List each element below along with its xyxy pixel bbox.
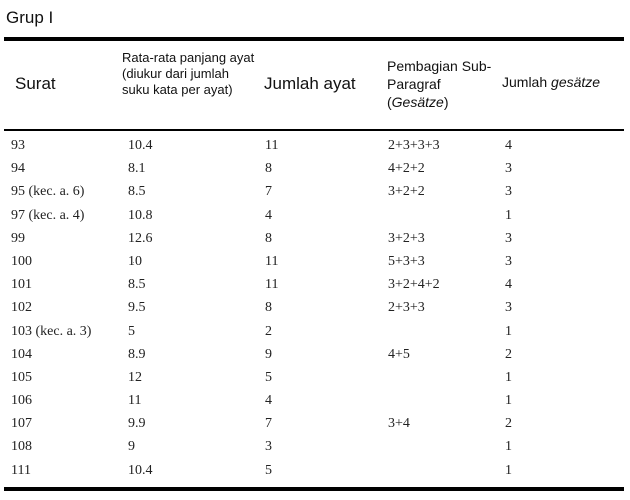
header-jumlah-gesatze-prefix: Jumlah <box>502 74 548 90</box>
cell-rata: 12 <box>128 369 142 385</box>
cell-ayat: 8 <box>265 161 272 177</box>
cell-rata: 9 <box>128 439 135 455</box>
cell-surat: 103 (kec. a. 3) <box>11 323 92 339</box>
cell-pembagian: 4+2+2 <box>388 161 425 177</box>
cell-gesatze: 3 <box>505 184 512 200</box>
header-rule <box>4 129 624 131</box>
cell-surat: 95 (kec. a. 6) <box>11 184 85 200</box>
cell-surat: 97 (kec. a. 4) <box>11 207 85 223</box>
table-row <box>0 463 630 486</box>
cell-gesatze: 1 <box>505 323 512 339</box>
cell-pembagian: 2+3+3 <box>388 300 425 316</box>
header-jumlah-ayat: Jumlah ayat <box>264 74 356 93</box>
table-row <box>0 208 630 231</box>
cell-gesatze: 3 <box>505 253 512 269</box>
header-jumlah-gesatze <box>502 74 600 90</box>
table-row <box>0 370 630 393</box>
cell-rata: 8.1 <box>128 161 146 177</box>
table-body <box>0 138 630 486</box>
cell-gesatze: 1 <box>505 369 512 385</box>
cell-rata: 10.4 <box>128 138 153 153</box>
cell-rata: 11 <box>128 393 142 409</box>
cell-surat: 93 <box>11 138 25 153</box>
cell-pembagian: 5+3+3 <box>388 253 425 269</box>
cell-gesatze: 3 <box>505 161 512 177</box>
cell-rata: 12.6 <box>128 230 153 246</box>
cell-surat: 106 <box>11 393 32 409</box>
cell-pembagian: 4+5 <box>388 346 410 362</box>
cell-surat: 100 <box>11 253 32 269</box>
cell-ayat: 11 <box>265 138 279 153</box>
cell-ayat: 8 <box>265 300 272 316</box>
cell-gesatze: 4 <box>505 138 512 153</box>
cell-gesatze: 1 <box>505 439 512 455</box>
cell-pembagian: 3+2+4+2 <box>388 277 440 293</box>
cell-rata: 9.9 <box>128 416 146 432</box>
cell-gesatze: 4 <box>505 277 512 293</box>
cell-gesatze: 1 <box>505 462 512 478</box>
table-row <box>0 347 630 370</box>
cell-ayat: 2 <box>265 323 272 339</box>
cell-gesatze: 1 <box>505 393 512 409</box>
cell-rata: 8.5 <box>128 184 146 200</box>
cell-surat: 105 <box>11 369 32 385</box>
table-row <box>0 324 630 347</box>
cell-ayat: 4 <box>265 393 272 409</box>
cell-ayat: 5 <box>265 369 272 385</box>
cell-rata: 10.8 <box>128 207 153 223</box>
cell-ayat: 7 <box>265 184 272 200</box>
table-row <box>0 393 630 416</box>
cell-gesatze: 1 <box>505 207 512 223</box>
header-pembagian-italic: Gesätze <box>391 94 444 110</box>
cell-surat: 108 <box>11 439 32 455</box>
cell-surat: 101 <box>11 277 32 293</box>
cell-pembagian: 2+3+3+3 <box>388 138 440 153</box>
cell-ayat: 11 <box>265 277 279 293</box>
cell-surat: 94 <box>11 161 25 177</box>
cell-ayat: 5 <box>265 462 272 478</box>
bottom-rule <box>4 487 624 491</box>
header-rata-rata: Rata-rata panjang ayat (diukur dari jumlah suku kata per ayat) <box>122 50 255 97</box>
cell-ayat: 3 <box>265 439 272 455</box>
table-row <box>0 184 630 207</box>
table-row <box>0 231 630 254</box>
cell-gesatze: 3 <box>505 300 512 316</box>
cell-rata: 8.5 <box>128 277 146 293</box>
cell-ayat: 8 <box>265 230 272 246</box>
cell-gesatze: 3 <box>505 230 512 246</box>
cell-ayat: 7 <box>265 416 272 432</box>
cell-surat: 107 <box>11 416 32 432</box>
table-row <box>0 439 630 462</box>
table-row <box>0 254 630 277</box>
cell-surat: 111 <box>11 462 31 478</box>
cell-ayat: 11 <box>265 253 279 269</box>
cell-rata: 5 <box>128 323 135 339</box>
header-jumlah-gesatze-italic: gesätze <box>551 74 601 90</box>
table-row <box>0 300 630 323</box>
cell-gesatze: 2 <box>505 346 512 362</box>
table-row <box>0 138 630 161</box>
header-pembagian: Pembagian Sub-Paragraf (Gesätze) <box>387 58 492 110</box>
header-surat: Surat <box>15 74 56 93</box>
cell-pembagian: 3+4 <box>388 416 410 432</box>
table-row <box>0 161 630 184</box>
header-pembagian-label: Pembagian Sub-Paragraf <box>387 58 492 92</box>
cell-surat: 102 <box>11 300 32 316</box>
top-rule <box>4 37 624 41</box>
cell-ayat: 9 <box>265 346 272 362</box>
cell-rata: 9.5 <box>128 300 146 316</box>
cell-surat: 99 <box>11 230 25 246</box>
cell-rata: 8.9 <box>128 346 146 362</box>
cell-pembagian: 3+2+2 <box>388 184 425 200</box>
table-title: Grup I <box>6 8 54 27</box>
cell-pembagian: 3+2+3 <box>388 230 425 246</box>
table-row <box>0 416 630 439</box>
cell-rata: 10 <box>128 253 142 269</box>
cell-ayat: 4 <box>265 207 272 223</box>
cell-gesatze: 2 <box>505 416 512 432</box>
table-row <box>0 277 630 300</box>
cell-rata: 10.4 <box>128 462 153 478</box>
cell-surat: 104 <box>11 346 32 362</box>
